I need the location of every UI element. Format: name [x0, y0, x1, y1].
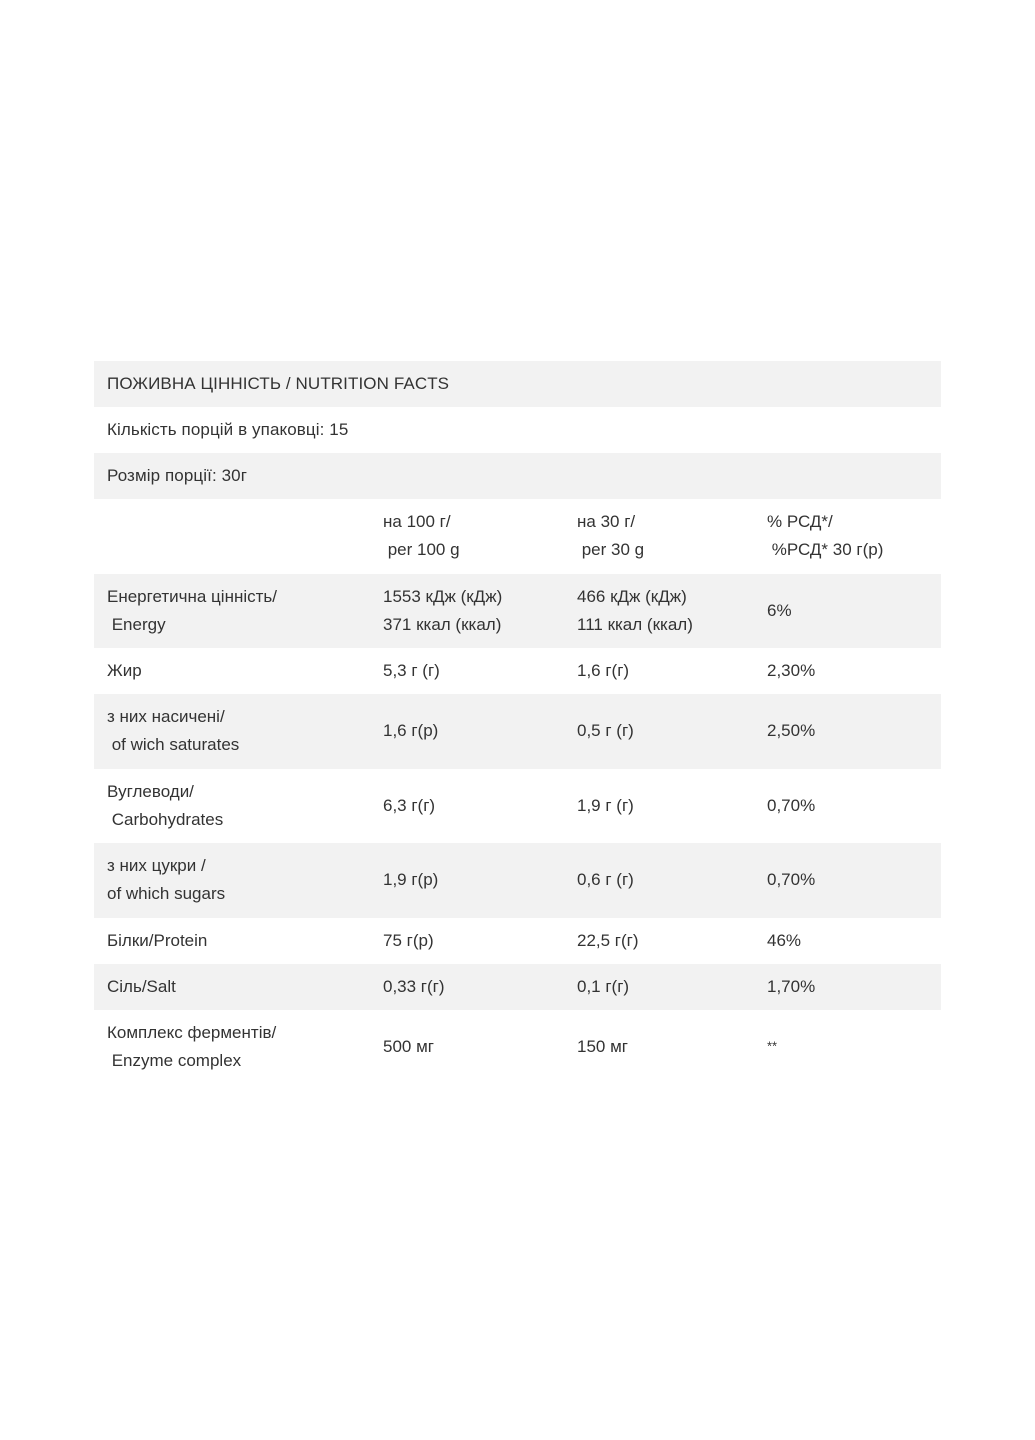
table-row [94, 769, 941, 844]
serving-size: Розмір порції: 30г [94, 453, 941, 499]
value-rda: 2,50% [767, 721, 816, 741]
value-per-100g: 75 г(р) [383, 930, 434, 950]
header-per-100g [370, 508, 564, 564]
value-rda: 0,70% [767, 870, 816, 890]
value-line: 111 ккал (ккал) [577, 614, 693, 634]
value-per-100g: 1,6 г(р) [383, 721, 439, 741]
nutrition-facts-table [94, 361, 941, 1084]
value-per-30g: 0,5 г (г) [577, 721, 634, 741]
table-row [94, 964, 941, 1010]
value-rda [754, 1032, 941, 1061]
header-rda [754, 508, 941, 564]
value-rda: 2,30% [767, 661, 816, 680]
nutrient-name: Білки/Protein [107, 930, 208, 950]
value-line: 466 кДж (кДж) [577, 586, 687, 606]
nutrient-name: Жир [107, 661, 142, 680]
nutrient-name [94, 583, 370, 639]
table-row [94, 843, 941, 918]
value-per-30g: 1,9 г (г) [577, 795, 634, 815]
value-per-30g [564, 583, 754, 639]
table-row [94, 694, 941, 769]
nutrient-name-line: Вуглеводи/ [107, 781, 194, 801]
column-header-row [94, 499, 941, 574]
value-line: 371 ккал (ккал) [383, 614, 502, 634]
value-per-100g: 5,3 г (г) [383, 661, 440, 680]
value-per-100g: 1,9 г(р) [383, 870, 439, 890]
value-rda: 0,70% [767, 795, 816, 815]
value-per-100g: 6,3 г(г) [383, 795, 436, 815]
nutrient-name-line: of which sugars [107, 884, 226, 904]
header-text-line: %РСД* 30 г(р) [767, 540, 884, 560]
header-text-line: на 30 г/ [577, 512, 636, 532]
nutrient-name-line: Carbohydrates [107, 809, 224, 829]
value-per-30g: 0,6 г (г) [577, 870, 634, 890]
value-per-30g: 0,1 г(г) [577, 976, 630, 996]
nutrient-name-line: Енергетична цінність/ [107, 586, 277, 606]
value-line: 1553 кДж (кДж) [383, 586, 503, 606]
value-rda: 46% [767, 930, 802, 950]
value-per-30g: 1,6 г(г) [577, 661, 630, 680]
header-per-30g [564, 508, 754, 564]
nutrient-name-line: Комплекс ферментів/ [107, 1022, 277, 1042]
table-title: ПОЖИВНА ЦІННІСТЬ / NUTRITION FACTS [94, 361, 941, 407]
nutrient-name-line: Energy [107, 614, 166, 634]
footnote-mark: ** [767, 1039, 778, 1054]
table-row [94, 574, 941, 649]
nutrient-name-line: of wich saturates [107, 735, 240, 755]
nutrient-name [94, 778, 370, 834]
value-per-100g [370, 583, 564, 639]
table-row [94, 918, 941, 964]
servings-per-package: Кількість порцій в упаковці: 15 [107, 420, 349, 439]
nutrient-name [94, 1019, 370, 1075]
value-per-30g: 22,5 г(г) [577, 930, 639, 950]
nutrient-name-line: з них цукри / [107, 856, 206, 876]
table-row [94, 1010, 941, 1085]
nutrient-name [94, 852, 370, 908]
value-rda: 6% [767, 600, 792, 620]
table-row [94, 648, 941, 694]
value-per-100g: 0,33 г(г) [383, 976, 445, 996]
nutrient-name: Сіль/Salt [107, 976, 176, 996]
header-text-line: per 100 g [383, 540, 460, 560]
header-text-line: на 100 г/ [383, 512, 451, 532]
value-per-100g: 500 мг [383, 1036, 434, 1056]
nutrient-name-line: з них насичені/ [107, 707, 225, 727]
nutrient-name-line: Enzyme complex [107, 1050, 242, 1070]
value-per-30g: 150 мг [577, 1036, 628, 1056]
header-text-line: % РСД*/ [767, 512, 833, 532]
value-rda: 1,70% [767, 976, 816, 996]
header-text-line: per 30 g [577, 540, 645, 560]
nutrient-name [94, 703, 370, 759]
